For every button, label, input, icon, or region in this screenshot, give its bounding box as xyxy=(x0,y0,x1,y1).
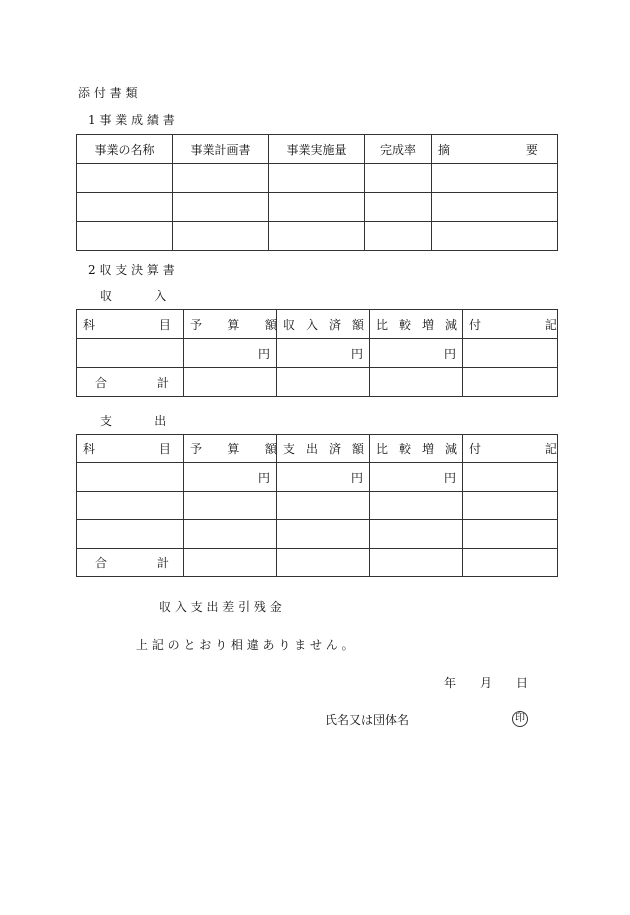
table-cell[interactable] xyxy=(269,193,365,222)
table-cell[interactable] xyxy=(269,222,365,251)
header-subject: 科 目 xyxy=(77,310,184,339)
header-business-implementation: 事業実施量 xyxy=(269,135,365,164)
header-business-name: 事業の名称 xyxy=(77,135,173,164)
table-cell[interactable] xyxy=(463,339,558,368)
table-cell[interactable] xyxy=(277,492,370,520)
table-cell[interactable] xyxy=(269,164,365,193)
table-cell[interactable] xyxy=(77,164,173,193)
table-cell[interactable] xyxy=(463,492,558,520)
table-cell[interactable] xyxy=(173,164,269,193)
total-label: 合 計 xyxy=(77,549,184,577)
section1-title: 1 事 業 成 績 書 xyxy=(88,113,175,127)
header-business-plan: 事業計画書 xyxy=(173,135,269,164)
header-summary: 摘 要 xyxy=(432,135,558,164)
date-year: 年 xyxy=(444,676,457,690)
table-row xyxy=(77,164,558,193)
header-comparison: 比 較 増 減 xyxy=(370,435,463,463)
table-row xyxy=(77,492,558,520)
header-subject: 科 目 xyxy=(77,435,184,463)
table-header-row xyxy=(77,135,558,164)
table-row xyxy=(77,222,558,251)
table-row xyxy=(77,520,558,549)
seal-icon: 印 xyxy=(512,710,528,727)
table-cell[interactable] xyxy=(370,492,463,520)
table-cell[interactable] xyxy=(184,549,277,577)
table-cell[interactable] xyxy=(77,520,184,549)
table-row xyxy=(77,339,558,368)
expense-table xyxy=(76,434,587,577)
table-cell[interactable] xyxy=(365,193,432,222)
balance-label: 収 入 支 出 差 引 残 金 xyxy=(159,600,282,614)
table-cell[interactable] xyxy=(463,520,558,549)
table-cell[interactable] xyxy=(432,193,558,222)
table-cell[interactable] xyxy=(77,463,184,492)
header-notes: 付 記 xyxy=(463,435,558,463)
signature-label: 氏名又は団体名 xyxy=(325,713,410,727)
table-cell[interactable] xyxy=(463,463,558,492)
header-completion-rate: 完成率 xyxy=(365,135,432,164)
table-cell[interactable] xyxy=(370,368,463,397)
yen-cell[interactable]: 円 xyxy=(370,463,463,492)
table-cell[interactable] xyxy=(173,193,269,222)
total-row xyxy=(77,549,558,577)
table-cell[interactable] xyxy=(277,520,370,549)
table-cell[interactable] xyxy=(277,549,370,577)
table-cell[interactable] xyxy=(370,549,463,577)
statement-text: 上 記 の と お り 相 違 あ り ま せ ん 。 xyxy=(136,638,354,652)
attachments-title: 添 付 書 類 xyxy=(78,86,138,100)
table-cell[interactable] xyxy=(173,222,269,251)
table-cell[interactable] xyxy=(77,222,173,251)
total-label: 合 計 xyxy=(77,368,184,397)
income-label: 収 入 xyxy=(100,289,186,303)
business-results-table xyxy=(76,134,574,251)
table-cell[interactable] xyxy=(77,193,173,222)
expense-label: 支 出 xyxy=(100,414,186,428)
yen-cell[interactable]: 円 xyxy=(277,463,370,492)
table-cell[interactable] xyxy=(463,549,558,577)
table-cell[interactable] xyxy=(365,164,432,193)
table-cell[interactable] xyxy=(432,164,558,193)
header-paid: 支 出 済 額 xyxy=(277,435,370,463)
table-header-row xyxy=(77,435,558,463)
section2-title: 2 収 支 決 算 書 xyxy=(88,263,175,277)
table-cell[interactable] xyxy=(77,492,184,520)
date-day: 日 xyxy=(516,676,529,690)
income-table xyxy=(76,309,587,397)
table-cell[interactable] xyxy=(370,520,463,549)
table-cell[interactable] xyxy=(277,368,370,397)
yen-cell[interactable]: 円 xyxy=(277,339,370,368)
header-comparison: 比 較 増 減 xyxy=(370,310,463,339)
total-row xyxy=(77,368,558,397)
header-budget: 予 算 額 xyxy=(184,435,277,463)
table-cell[interactable] xyxy=(184,368,277,397)
table-header-row xyxy=(77,310,558,339)
table-row xyxy=(77,463,558,492)
yen-cell[interactable]: 円 xyxy=(184,339,277,368)
header-notes: 付 記 xyxy=(463,310,558,339)
table-cell[interactable] xyxy=(77,339,184,368)
yen-cell[interactable]: 円 xyxy=(184,463,277,492)
table-cell[interactable] xyxy=(432,222,558,251)
table-cell[interactable] xyxy=(463,368,558,397)
table-cell[interactable] xyxy=(365,222,432,251)
table-cell[interactable] xyxy=(184,492,277,520)
table-row xyxy=(77,193,558,222)
table-cell[interactable] xyxy=(184,520,277,549)
date-month: 月 xyxy=(480,676,493,690)
yen-cell[interactable]: 円 xyxy=(370,339,463,368)
header-received: 収 入 済 額 xyxy=(277,310,370,339)
header-budget: 予 算 額 xyxy=(184,310,277,339)
